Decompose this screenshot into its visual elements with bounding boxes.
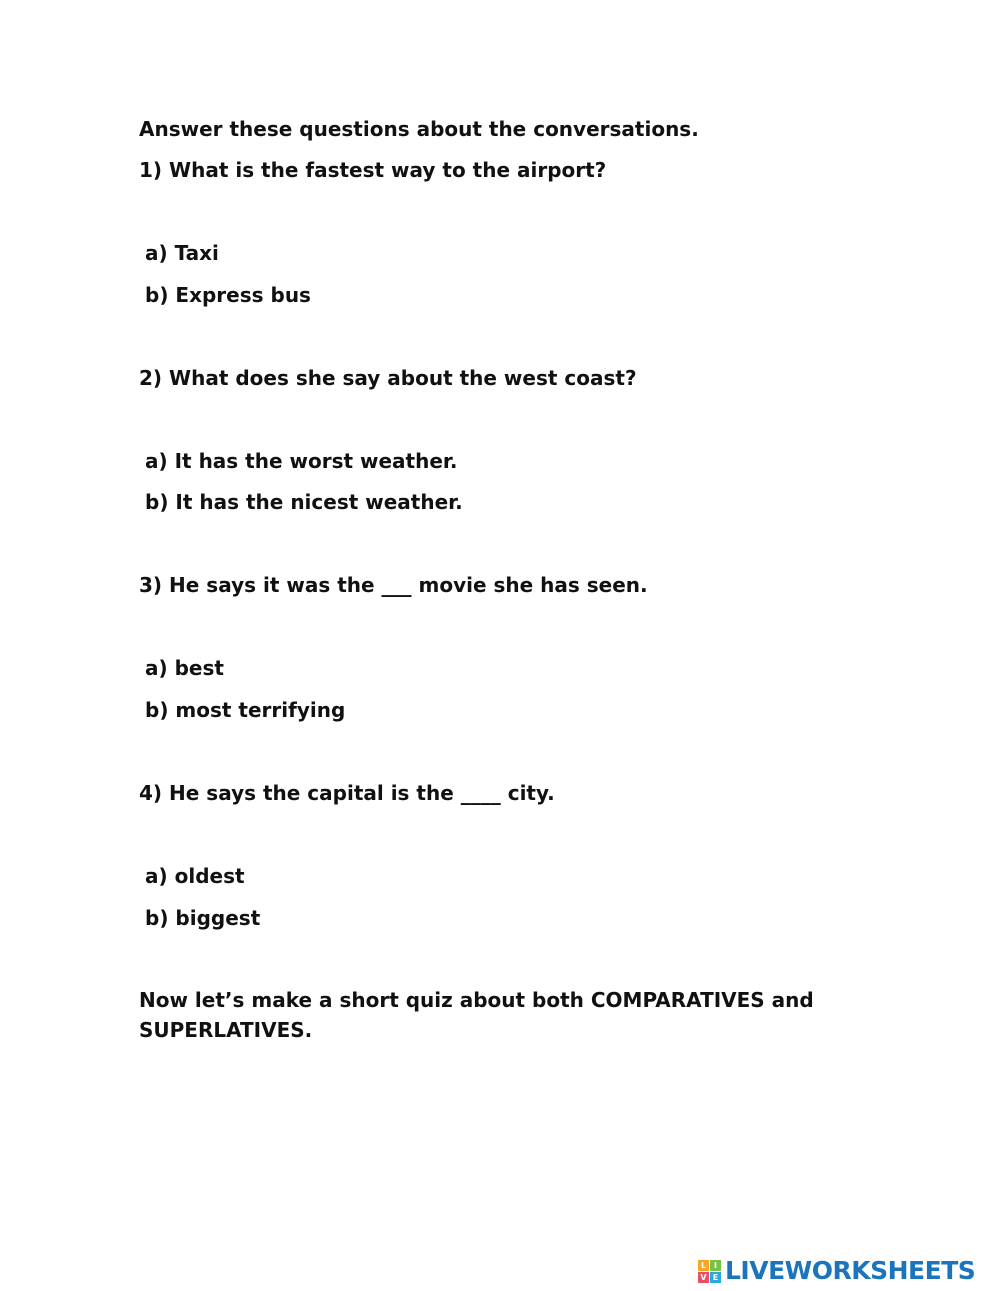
logo-mark-tile: V [698,1272,709,1283]
question-4-prompt: 4) He says the capital is the ____ city. [139,781,555,805]
logo-mark-tile: I [710,1260,721,1271]
question-1-option-a[interactable]: a) Taxi [145,241,219,265]
logo-mark-tile: E [710,1272,721,1283]
question-1-prompt: 1) What is the fastest way to the airport? [139,158,607,182]
question-2-option-a[interactable]: a) It has the worst weather. [145,449,458,473]
closing-text: Now let’s make a short quiz about both COMPARATIVES and SUPERLATIVES. [139,988,814,1042]
question-3-option-b[interactable]: b) most terrifying [145,698,346,722]
liveworksheets-logo [698,1256,975,1286]
question-4-option-a[interactable]: a) oldest [145,864,245,888]
question-4-option-b[interactable]: b) biggest [145,906,261,930]
question-3-prompt: 3) He says it was the ___ movie she has seen. [139,573,648,597]
question-3-option-a[interactable]: a) best [145,656,224,680]
question-2-prompt: 2) What does she say about the west coast? [139,366,637,390]
question-2-option-b[interactable]: b) It has the nicest weather. [145,490,463,514]
instruction-text: Answer these questions about the conversations. [139,117,699,141]
logo-mark-tile: L [698,1260,709,1271]
logo-mark-icon [698,1260,721,1283]
logo-text: LIVEWORKSHEETS [725,1256,976,1285]
question-1-option-b[interactable]: b) Express bus [145,283,311,307]
